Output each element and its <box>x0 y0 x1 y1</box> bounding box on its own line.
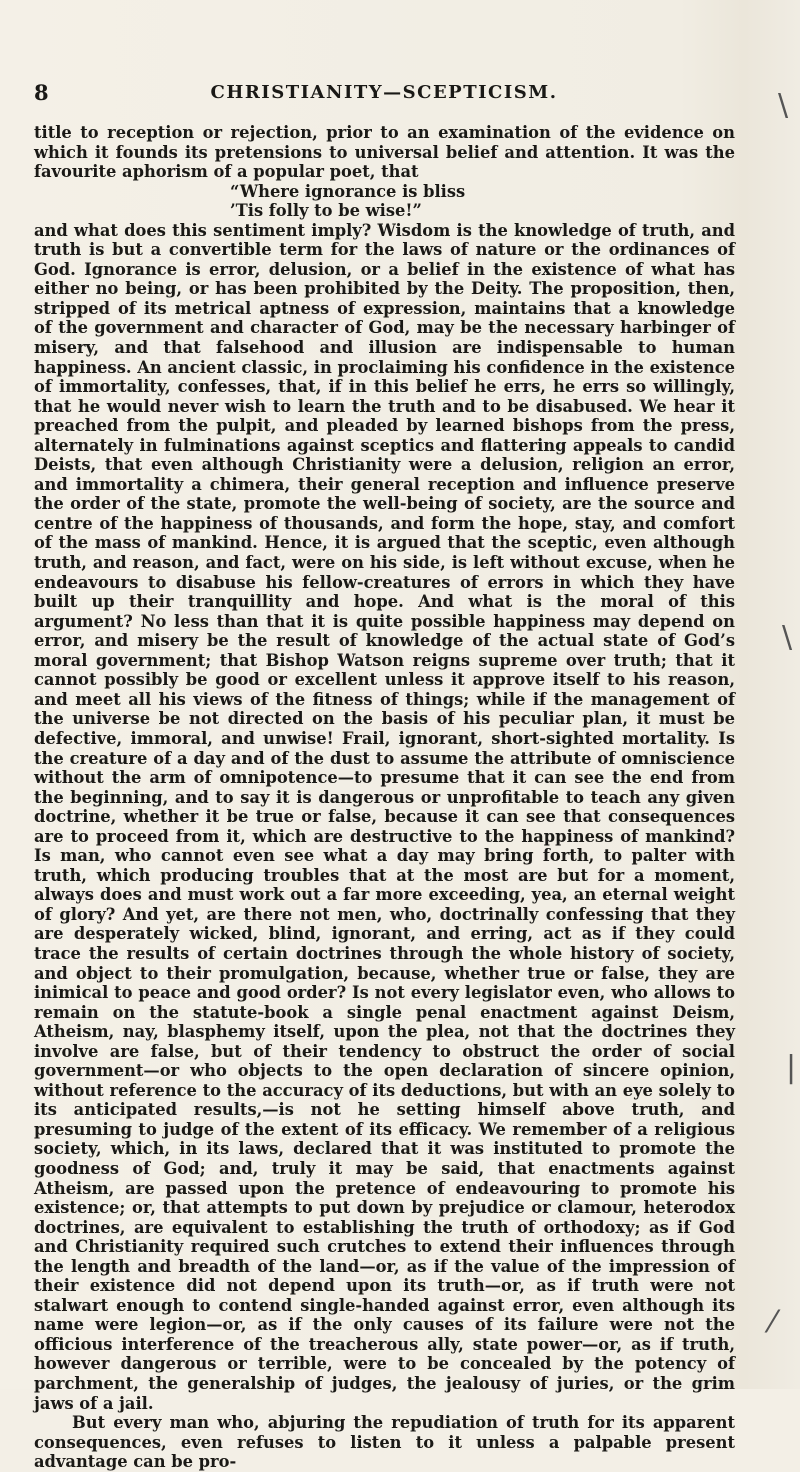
margin-mark-1: \ <box>778 88 789 123</box>
quote-line-1: “Where ignorance is bliss <box>230 181 466 201</box>
quote-line-2: ’Tis folly to be wise!” <box>230 201 422 221</box>
margin-mark-4: ⁄ <box>770 1305 776 1340</box>
margin-mark-2: \ <box>782 620 793 655</box>
margin-mark-3: | <box>786 1050 797 1085</box>
paragraph-2: and what does this sentiment imply? Wisdom is the knowledge of truth, and truth is but a convertible term for the laws of nature or the ordinances of God. Ignorance is error, delusion, or a belief in the existence of what has either no being, or has been prohibited by the Deity. The proposition, then, stripped of its metrical aptness of expression, maintains that a knowledge of the government and character of God, may be the necessary harbinger of misery, and that falsehood and illusion are indispensable to human happiness. An ancient classic, in proclaiming his confidence in the existence of immortality, confesses, that, if in this belief he errs, he errs so willingly, that he would never wish to learn the truth and to be disabused. We hear it preached from the pulpit, and pleaded by learned bishops from the press, alternately in fulminations against sceptics and flattering appeals to candid Deists, that even although Christianity were a delusion, religion an error, and immortality a chimera, their general reception and influence preserve the order of the state, promote the well-being of society, are the source and centre of the happiness of thousands, and form the hope, stay, and comfort of the mass of mankind. Hence, it is argued that the sceptic, even although truth, and reason, and fact, were on his side, is left without excuse, when he endeavours to disabuse his fellow-creatures of errors in which they have built up their tranquillity and hope. And what is the moral of this argument? No less than that it is quite possible happiness may depend on error, and misery be the result of knowledge of the actual state of God’s moral government; that Bishop Watson reigns supreme over truth; that it cannot possibly be good or excellent unless it approve itself to his reason, and meet all his views of the fitness of things; while if the management of the universe be not directed on the basis of his peculiar plan, it must be defective, immoral, and unwise! Frail, ignorant, short-sighted mortality. Is the creature of a day and of the dust to assume the attribute of omniscience without the arm of omnipotence—to presume that it can see the end from the beginning, and to say it is dangerous or unprofitable to teach any given doctrine, whether it be true or false, because it can see that consequences are to proceed from it, which are destructive to the happiness of mankind? Is man, who cannot even see what a day may bring forth, to palter with truth, which producing troubles that at the most are but for a moment, always does and must work out a far more exceeding, yea, an eternal weight of glory? And yet, are there not men, who, doctrinally confessing that they are desperately wicked, blind, ignorant, and erring, act as if they could trace the results of certain doctrines through the whole history of society, and object to their promulgation, because, whether true or false, they are inimical to peace and good order? Is not every legislator even, who allows to remain on the statute-book a single penal enactment against Deism, Atheism, nay, blasphemy itself, upon the plea, not that the doctrines they involve are false, but of their tendency to obstruct the order of social government—or who objects to the open declaration of sincere opinion, without reference to the accuracy of its deductions, but with an eye solely to its anticipated results,—is not he setting himself above truth, and presuming to judge of the extent of its efficacy. We remember of a religious society, which, in its laws, declared that it was instituted to promote the goodness of God; and, truly it may be said, that enactments against Atheism, are passed upon the pretence of endeavouring to promote his existence; or, that attempts to put down by prejudice or clamour, heterodox doctrines, are equivalent to establishing the truth of orthodoxy; as if God and Christianity required such crutches to extend their influences through the length and breadth of the land—or, as if the value of the impression of their existence did not depend upon its truth—or, as if truth were not stalwart enough to contend single-handed against error, even although its name were legion—or, as if the only causes of its failure were not the officious interference of the treacherous ally, state power—or, as if truth, however dangerous or terrible, were to be concealed by the potency of parchment, the generalship of judges, the jealousy of juries, or the grim jaws of a jail. <box>34 220 735 1413</box>
body-text <box>34 123 735 1472</box>
page-number: 8 <box>34 80 49 105</box>
paragraph-1: title to reception or rejection, prior to an examination of the evidence on which it founds its pretensions to universal belief and attention. It was the favourite aphorism of a popular poet, that <box>34 123 735 182</box>
page-header <box>34 80 734 106</box>
running-title: CHRISTIANITY—SCEPTICISM. <box>210 82 558 103</box>
paragraph-3: But every man who, abjuring the repudiation of truth for its apparent consequences, even refuses to listen to it unless a palpable present advantage can be pro- <box>34 1413 735 1472</box>
